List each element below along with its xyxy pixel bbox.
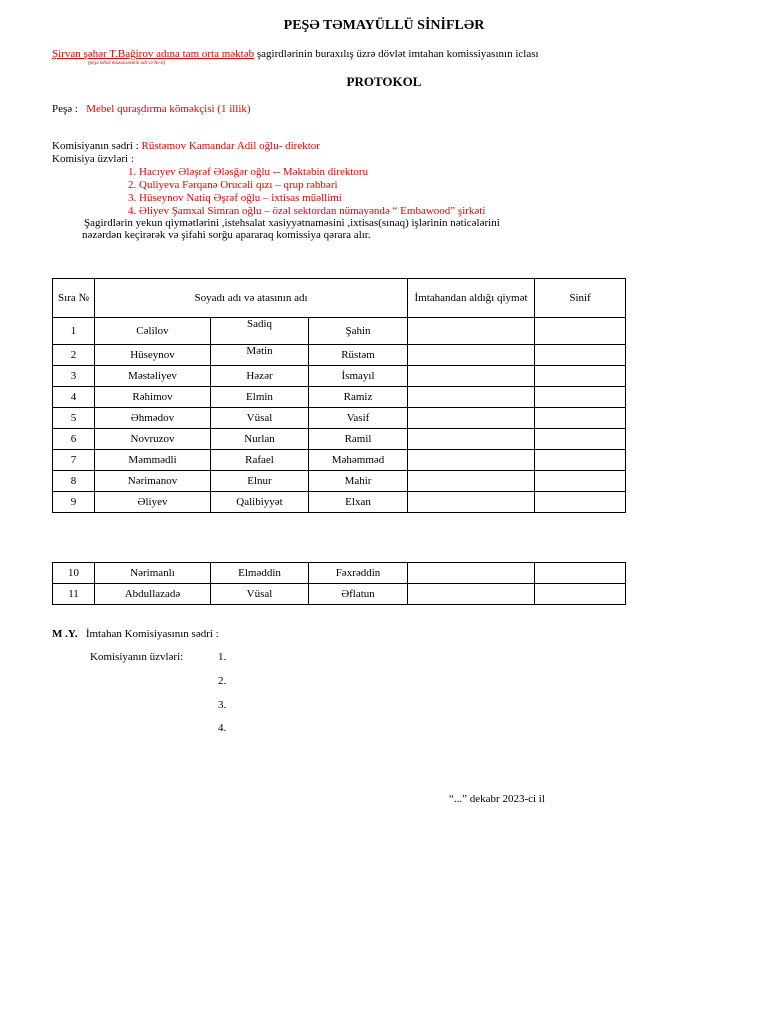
- table-header-row: [53, 279, 626, 318]
- row-surname: Rəhimov: [95, 387, 211, 408]
- row-father: Ramiz: [309, 387, 408, 408]
- row-no: 11: [53, 584, 95, 605]
- row-father: Ramil: [309, 429, 408, 450]
- header-name: Soyadı adı və atasının adı: [95, 279, 408, 318]
- row-grade: [408, 318, 535, 345]
- table-row: [53, 408, 626, 429]
- table-row: [53, 345, 626, 366]
- row-class: [535, 471, 626, 492]
- header-grade: İmtahandan aldığı qiymət: [408, 279, 535, 318]
- row-grade: [408, 345, 535, 366]
- row-class: [535, 366, 626, 387]
- signature-member-2: 2.: [218, 675, 227, 687]
- row-class: [535, 584, 626, 605]
- chair-value: Rüstəmov Kamandar Adil oğlu- direktor: [141, 140, 320, 152]
- row-grade: [408, 492, 535, 513]
- row-grade: [408, 408, 535, 429]
- table-row: [53, 429, 626, 450]
- signature-chair-line: [52, 628, 219, 640]
- row-father: Vasif: [309, 408, 408, 429]
- profession-line: [52, 103, 251, 115]
- row-name: Sadiq: [211, 318, 309, 345]
- seal-mark: M .Y.: [52, 628, 78, 640]
- row-class: [535, 492, 626, 513]
- row-name: Elnur: [211, 471, 309, 492]
- header-no: Sıra №: [53, 279, 95, 318]
- row-surname: Abdullazadə: [95, 584, 211, 605]
- row-father: Şahin: [309, 318, 408, 345]
- row-surname: Hüseynov: [95, 345, 211, 366]
- table-row: [53, 584, 626, 605]
- row-father: Məhəmməd: [309, 450, 408, 471]
- member-2: 2. Quliyeva Fərqanə Orucəli qızı – qrup rəhbəri: [128, 179, 338, 191]
- row-no: 1: [53, 318, 95, 345]
- member-1: 1. Hacıyev Ələşrəf Ələsğər oğlu -- Məktəbin direktoru: [128, 166, 369, 178]
- students-table: [52, 278, 626, 513]
- row-name: Qalibiyyət: [211, 492, 309, 513]
- row-father: Əflatun: [309, 584, 408, 605]
- row-name: Elməddin: [211, 563, 309, 584]
- row-surname: Məmmədli: [95, 450, 211, 471]
- document-date: “...” dekabr 2023-ci il: [449, 793, 545, 805]
- row-surname: Novruzov: [95, 429, 211, 450]
- row-name: Rafael: [211, 450, 309, 471]
- signature-member-1: 1.: [218, 651, 227, 663]
- row-name: Nurlan: [211, 429, 309, 450]
- row-no: 7: [53, 450, 95, 471]
- row-father: İsmayıl: [309, 366, 408, 387]
- row-surname: Məstəliyev: [95, 366, 211, 387]
- row-name: Vüsal: [211, 408, 309, 429]
- row-name: Vüsal: [211, 584, 309, 605]
- member-4: 4. Əliyev Şamxal Simran oğlu – özəl sektordan nümayəndə “ Embawood” şirkəti: [128, 205, 486, 217]
- row-class: [535, 318, 626, 345]
- row-class: [535, 429, 626, 450]
- row-grade: [408, 387, 535, 408]
- table-row: [53, 563, 626, 584]
- row-class: [535, 563, 626, 584]
- row-surname: Cəlilov: [95, 318, 211, 345]
- row-no: 2: [53, 345, 95, 366]
- row-class: [535, 345, 626, 366]
- table-row: [53, 450, 626, 471]
- row-name: Həzər: [211, 366, 309, 387]
- school-note: (peşə təhsil müəssisəsinin adı və №-si): [88, 61, 166, 66]
- row-class: [535, 408, 626, 429]
- row-grade: [408, 563, 535, 584]
- intro-line: [52, 48, 539, 60]
- intro-rest: şagirdlərinin buraxılış üzrə dövlət imtahan komissiyasının iclası: [254, 48, 539, 60]
- chair-label: Komisiyanın sədri :: [52, 140, 139, 152]
- decision-paragraph-2: nəzərdən keçirərək və şifahi sorğu apararaq komissiya qərara alır.: [82, 229, 371, 241]
- document-title: PEŞƏ TƏMAYÜLLÜ SİNİFLƏR: [283, 18, 485, 33]
- table-row: [53, 471, 626, 492]
- students-table-continued: [52, 562, 626, 605]
- row-grade: [408, 471, 535, 492]
- row-no: 8: [53, 471, 95, 492]
- header-class: Sinif: [535, 279, 626, 318]
- table-row: [53, 492, 626, 513]
- row-class: [535, 387, 626, 408]
- table-row: [53, 318, 626, 345]
- row-no: 4: [53, 387, 95, 408]
- row-no: 3: [53, 366, 95, 387]
- row-surname: Əhmədov: [95, 408, 211, 429]
- row-grade: [408, 429, 535, 450]
- row-grade: [408, 450, 535, 471]
- signature-member-3: 3.: [218, 699, 227, 711]
- row-surname: Nərimanlı: [95, 563, 211, 584]
- school-name: Şirvan şəhər T.Bağirov adına tam orta məktəb: [52, 48, 255, 60]
- member-3: 3. Hüseynov Natiq Əşrəf oğlu – ixtisas müəllimi: [128, 192, 342, 204]
- signature-chair-label: İmtahan Komisiyasının sədri :: [85, 628, 219, 640]
- members-label: Komisiya üzvləri :: [52, 153, 134, 165]
- row-no: 5: [53, 408, 95, 429]
- row-father: Mahir: [309, 471, 408, 492]
- row-father: Rüstəm: [309, 345, 408, 366]
- chair-line: [52, 140, 320, 152]
- signature-member-4: 4.: [218, 722, 227, 734]
- row-surname: Əliyev: [95, 492, 211, 513]
- decision-paragraph-1: Şagirdlərin yekun qiymətlərini ,istehsalat xasiyyətnaməsini ,ixtisas(sınaq) işlərinin nəticələrini: [84, 217, 500, 229]
- protocol-title: PROTOKOL: [346, 74, 422, 89]
- row-class: [535, 450, 626, 471]
- row-father: Elxan: [309, 492, 408, 513]
- table-row: [53, 387, 626, 408]
- table-row: [53, 366, 626, 387]
- row-no: 10: [53, 563, 95, 584]
- row-father: Fəxrəddin: [309, 563, 408, 584]
- row-surname: Nərimanov: [95, 471, 211, 492]
- row-name: Mətin: [211, 345, 309, 366]
- row-grade: [408, 584, 535, 605]
- row-name: Elmin: [211, 387, 309, 408]
- row-no: 6: [53, 429, 95, 450]
- profession-value: Mebel quraşdırma köməkçisi (1 illik): [86, 103, 251, 115]
- signature-members-label: Komisiyanın üzvləri:: [90, 651, 184, 663]
- row-no: 9: [53, 492, 95, 513]
- profession-label: Peşə :: [52, 103, 78, 115]
- row-grade: [408, 366, 535, 387]
